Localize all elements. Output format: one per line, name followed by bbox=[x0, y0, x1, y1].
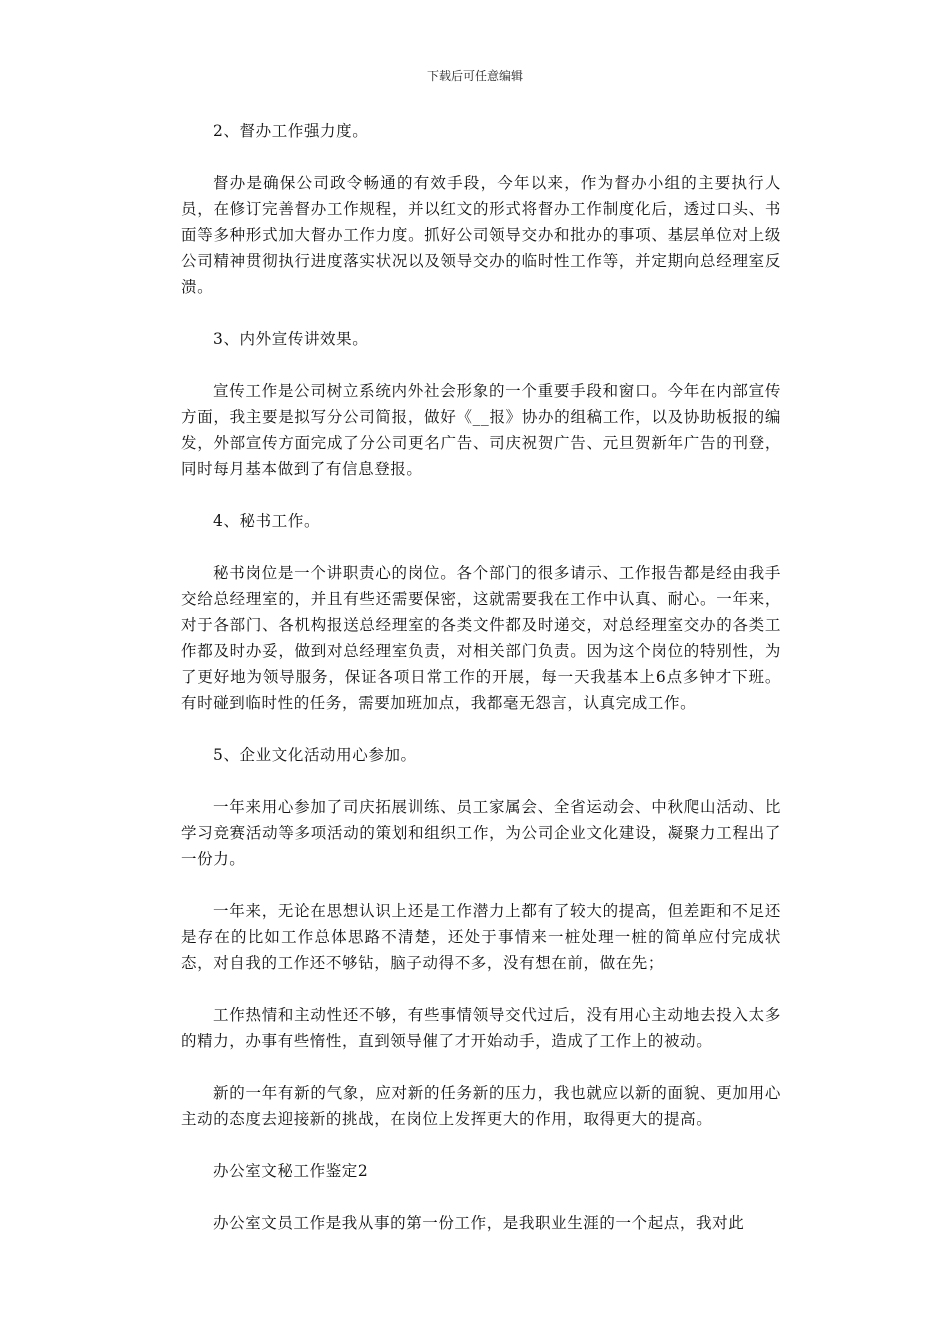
section-heading: 5、企业文化活动用心参加。 bbox=[213, 746, 417, 764]
section-heading: 2、督办工作强力度。 bbox=[213, 122, 369, 140]
section-heading: 4、秘书工作。 bbox=[213, 512, 321, 530]
paragraph: 督办是确保公司政令畅通的有效手段，今年以来，作为督办小组的主要执行人员，在修订完善督办工作规程，并以红文的形式将督办工作制度化后，透过口头、书面等多种形式加大督办工作力度。抓好公司领导交办和批办的事项、基层单位对上级公司精神贯彻执行进度落实状况以及领导交办的临时性工作等，并定期向总经理室反溃。 bbox=[181, 174, 781, 296]
paragraph: 一年来，无论在思想认识上还是工作潜力上都有了较大的提高，但差距和不足还是存在的比如工作总体思路不清楚，还处于事情来一桩处理一桩的简单应付完成状态，对自我的工作还不够钻，脑子动得不多，没有想在前，做在先； bbox=[181, 902, 781, 972]
paragraph: 办公室文员工作是我从事的第一份工作，是我职业生涯的一个起点，我对此 bbox=[213, 1214, 745, 1232]
section-heading: 办公室文秘工作鉴定2 bbox=[213, 1162, 369, 1180]
paragraph: 秘书岗位是一个讲职责心的岗位。各个部门的很多请示、工作报告都是经由我手交给总经理室的，并且有些还需要保密，这就需要我在工作中认真、耐心。一年来，对于各部门、各机构报送总经理室的各类文件都及时递交，对总经理室交办的各类工作都及时办妥，做到对总经理室负责，对相关部门负责。因为这个岗位的特别性，为了更好地为领导服务，保证各项日常工作的开展，每一天我基本上6点多钟才下班。有时碰到临时性的任务，需要加班加点，我都毫无怨言，认真完成工作。 bbox=[181, 564, 781, 712]
section-heading: 3、内外宣传讲效果。 bbox=[213, 330, 369, 348]
paragraph: 一年来用心参加了司庆拓展训练、员工家属会、全省运动会、中秋爬山活动、比学习竞赛活动等多项活动的策划和组织工作，为公司企业文化建设，凝聚力工程出了一份力。 bbox=[181, 798, 781, 868]
paragraph: 工作热情和主动性还不够，有些事情领导交代过后，没有用心主动地去投入太多的精力，办事有些惰性，直到领导催了才开始动手，造成了工作上的被动。 bbox=[181, 1006, 781, 1050]
document-body bbox=[181, 118, 781, 1262]
page-header: 下载后可任意编辑 bbox=[426, 69, 523, 83]
paragraph: 宣传工作是公司树立系统内外社会形象的一个重要手段和窗口。今年在内部宣传方面，我主要是拟写分公司简报，做好《__报》协办的组稿工作，以及协助板报的编发，外部宣传方面完成了分公司更名广告、司庆祝贺广告、元旦贺新年广告的刊登，同时每月基本做到了有信息登报。 bbox=[181, 382, 781, 478]
paragraph: 新的一年有新的气象，应对新的任务新的压力，我也就应以新的面貌、更加用心主动的态度去迎接新的挑战，在岗位上发挥更大的作用，取得更大的提高。 bbox=[181, 1084, 781, 1128]
